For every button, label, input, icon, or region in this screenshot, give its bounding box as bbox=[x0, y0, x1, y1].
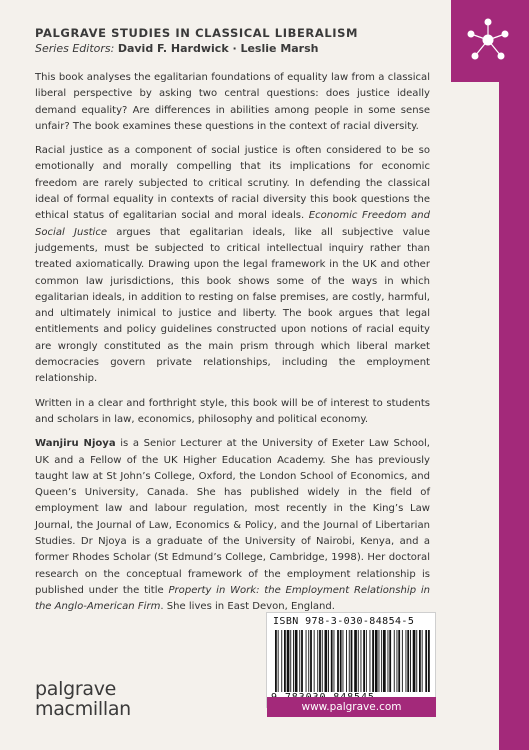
barcode-bar bbox=[358, 630, 359, 692]
barcode-bar bbox=[407, 630, 409, 692]
barcode-bar bbox=[319, 630, 321, 692]
barcode-bar bbox=[383, 630, 386, 692]
blurb-paragraph-1: This book analyses the egalitarian foundations of equality law from a classical liberal perspective by asking two central questions: does justice ideally demand equality? Are differences in abilities among people in some sense unfair? The book examines these questions in the context of racial diversity. bbox=[35, 72, 430, 132]
barcode-bar bbox=[310, 630, 312, 692]
barcode-bar bbox=[402, 630, 403, 692]
series-title: PALGRAVE STUDIES IN CLASSICAL LIBERALISM bbox=[35, 26, 359, 40]
barcode-bar bbox=[322, 630, 323, 692]
barcode-bar bbox=[416, 630, 417, 692]
author-bio-start: is a Senior Lecturer at the University of Exeter Law School, UK and a Fellow of the UK Higher Education Academy. She has previously taught law at St John’s College, Oxford, the London School of Economics, and Queen’s University, Canada. She has published widely in the field of employment law and labour regulation, most recently in the King’s Law Journal, the Journal of Law, Economics & Policy, and the Journal of Libertarian Studies. Dr Njoya is a graduate of the University of Nairobi, Kenya, and a former Rhodes Scholar (St Edmund’s College, Cambridge, 1998). Her doctoral research on the conceptual framework of the employment relationship is published under the title bbox=[35, 438, 430, 596]
barcode-bar bbox=[290, 630, 291, 692]
barcode-bar bbox=[331, 630, 333, 692]
barcode-bar bbox=[281, 630, 282, 692]
barcode-bar bbox=[370, 630, 371, 692]
barcode-bar bbox=[413, 630, 416, 692]
barcode-bar bbox=[325, 630, 328, 692]
series-editors bbox=[35, 42, 319, 55]
barcode-bar bbox=[397, 630, 398, 692]
barcode-bar bbox=[343, 630, 344, 692]
blurb-paragraph-3: Written in a clear and forthright style, this book will be of interest to students and scholars in law, economics, philosophy and political economy. bbox=[35, 397, 430, 425]
series-editors-names: David F. Hardwick · Leslie Marsh bbox=[117, 42, 319, 55]
barcode-bar bbox=[372, 630, 374, 692]
blurb-paragraph-2 bbox=[35, 143, 430, 387]
series-badge bbox=[451, 0, 529, 82]
barcode-bar bbox=[284, 630, 286, 692]
barcode-bar bbox=[406, 630, 407, 692]
blurb bbox=[35, 70, 430, 624]
spine-color-band bbox=[499, 0, 529, 750]
book-title-reference: Economic Freedom and Social Justice bbox=[35, 210, 430, 238]
barcode bbox=[275, 630, 430, 692]
barcode-bar bbox=[275, 630, 277, 692]
barcode-bar bbox=[379, 630, 380, 692]
barcode-bar bbox=[366, 630, 367, 692]
barcode-bar bbox=[361, 630, 362, 692]
barcode-bar bbox=[428, 630, 430, 692]
barcode-bar bbox=[301, 630, 303, 692]
author-book-title: Property in Work: the Employment Relationship in the Anglo-American Firm bbox=[35, 584, 430, 613]
network-icon bbox=[465, 18, 511, 62]
barcode-bar bbox=[422, 630, 423, 692]
author-bio bbox=[35, 436, 430, 615]
barcode-bar bbox=[363, 630, 365, 692]
publisher-logo-palgrave: palgrave bbox=[35, 678, 117, 700]
barcode-bar bbox=[295, 630, 298, 692]
barcode-bar bbox=[337, 630, 339, 692]
barcode-bar bbox=[354, 630, 357, 692]
barcode-box bbox=[266, 612, 436, 708]
barcode-bar bbox=[394, 630, 395, 692]
barcode-bar bbox=[425, 630, 427, 692]
barcode-bar bbox=[381, 630, 382, 692]
barcode-bar bbox=[375, 630, 378, 692]
barcode-bar bbox=[349, 630, 350, 692]
barcode-bar bbox=[328, 630, 329, 692]
barcode-bar bbox=[351, 630, 353, 692]
barcode-bar bbox=[389, 630, 391, 692]
series-editors-label: Series Editors: bbox=[35, 42, 115, 55]
isbn-label: ISBN 978-3-030-84854-5 bbox=[273, 616, 415, 627]
barcode-bar bbox=[306, 630, 307, 692]
barcode-bar bbox=[308, 630, 309, 692]
barcode-bar bbox=[419, 630, 421, 692]
barcode-bar bbox=[398, 630, 400, 692]
blurb-paragraph-2-start: Racial justice as a component of social justice is often considered to be so emotionally and morally compelling that its implications for economic freedom are rarely subjected to critical scrutiny. In defending the classical ideal of formal equality in contexts of racial diversity this book questions the ethical status of egalitarian social and moral ideals. bbox=[35, 145, 430, 222]
barcode-bar bbox=[346, 630, 347, 692]
blurb-paragraph-2-end: argues that egalitarian ideals, like all subjective value judgements, must be subjected to critical intellectual inquiry rather than treated axiomatically. Drawing upon the legal framework in the UK and other common law jurisdictions, this book shows some of the ways in which egalitarian ideals, in addition to resting on false premises, are costly, harmful, and ultimately inimical to justice and liberty. The book argues that legal entitlements and policy guidelines constructed upon notions of racial equity are wrongly constituted as the main prism through which liberal market democracies govern private relationships, including the employment relationship. bbox=[35, 226, 431, 385]
author-name: Wanjiru Njoya bbox=[35, 438, 116, 450]
barcode-bar bbox=[287, 630, 290, 692]
barcode-bar bbox=[293, 630, 294, 692]
barcode-bar bbox=[314, 630, 315, 692]
publisher-website[interactable]: www.palgrave.com bbox=[267, 697, 436, 717]
barcode-bar bbox=[340, 630, 342, 692]
publisher-logo-macmillan: macmillan bbox=[35, 698, 131, 720]
barcode-bar bbox=[299, 630, 300, 692]
barcode-bar bbox=[278, 630, 279, 692]
barcode-bar bbox=[388, 630, 389, 692]
barcode-bar bbox=[334, 630, 335, 692]
author-bio-end: . She lives in East Devon, England. bbox=[160, 601, 335, 613]
barcode-bar bbox=[410, 630, 411, 692]
barcode-bar bbox=[317, 630, 318, 692]
